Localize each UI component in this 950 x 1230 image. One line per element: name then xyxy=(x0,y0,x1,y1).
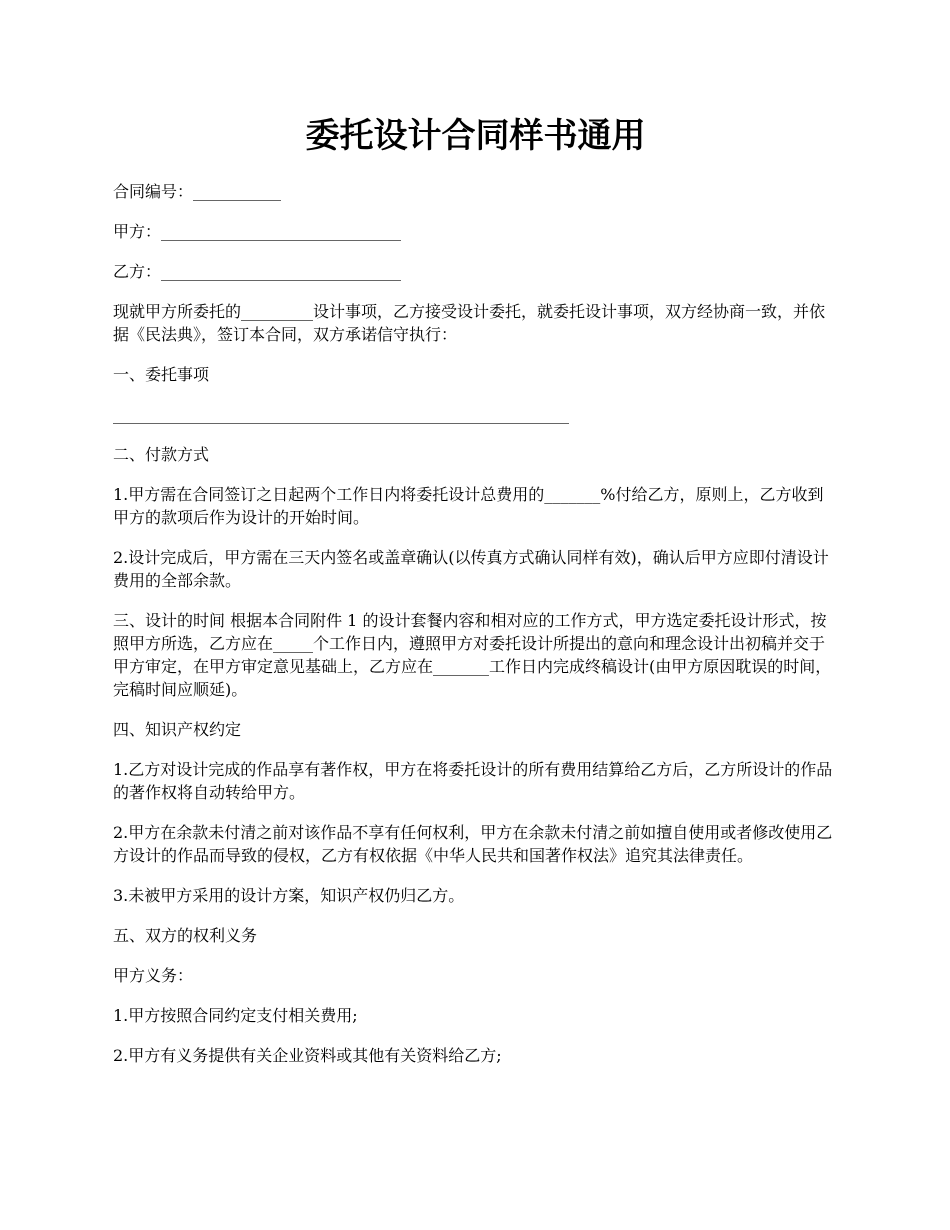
document-title: 委托设计合同样书通用 xyxy=(305,116,646,156)
ip-clause-1: 1.乙方对设计完成的作品享有著作权，甲方在将委托设计的所有费用结算给乙方后，乙方所设计的作品的著作权将自动转给甲方。 xyxy=(113,760,833,802)
party-a-obligation-2: 2.甲方有义务提供有关企业资料或其他有关资料给乙方; xyxy=(113,1046,502,1065)
section-1-blank-line: _________________________________________________________ xyxy=(113,405,569,424)
preamble-paragraph: 现就甲方所委托的_________设计事项，乙方接受设计委托，就委托设计事项，双方经协商一致，并依据《民法典》，签订本合同，双方承诺信守执行： xyxy=(113,302,826,344)
contract-number-line: 合同编号：___________ xyxy=(113,182,282,201)
party-a-line: 甲方：______________________________ xyxy=(113,222,402,241)
payment-clause-2: 2.设计完成后，甲方需在三天内签名或盖章确认(以传真方式确认同样有效)，确认后甲方应即付清设计费用的全部余款。 xyxy=(113,548,829,590)
party-a-obligation-1: 1.甲方按照合同约定支付相关费用; xyxy=(113,1006,358,1025)
ip-clause-3: 3.未被甲方采用的设计方案，知识产权仍归乙方。 xyxy=(113,886,465,905)
party-b-line: 乙方：______________________________ xyxy=(113,262,402,281)
payment-clause-1: 1.甲方需在合同签订之日起两个工作日内将委托设计总费用的_______%付给乙方，原则上，乙方收到甲方的款项后作为设计的开始时间。 xyxy=(113,485,824,527)
section-2-heading: 二、付款方式 xyxy=(113,445,210,464)
section-5-heading: 五、双方的权利义务 xyxy=(113,926,258,945)
section-3-paragraph: 三、设计的时间 根据本合同附件 1 的设计套餐内容和相对应的工作方式，甲方选定委托设计形式，按照甲方所选，乙方应在_____个工作日内，遵照甲方对委托设计所提出的意向和理念设计出初稿并交于甲方审定，在甲方审定意见基础上，乙方应在_______工作日内完成终稿设计(由甲方原因耽误的时间，完稿时间应顺延)。 xyxy=(113,611,832,699)
document-page xyxy=(113,112,838,1084)
section-4-heading: 四、知识产权约定 xyxy=(113,720,242,739)
section-1-heading: 一、委托事项 xyxy=(113,365,210,384)
party-a-obligations-heading: 甲方义务： xyxy=(113,966,194,985)
ip-clause-2: 2.甲方在余款未付清之前对该作品不享有任何权利，甲方在余款未付清之前如擅自使用或者修改使用乙方设计的作品而导致的侵权，乙方有权依据《中华人民共和国著作权法》追究其法律责任。 xyxy=(113,823,833,865)
